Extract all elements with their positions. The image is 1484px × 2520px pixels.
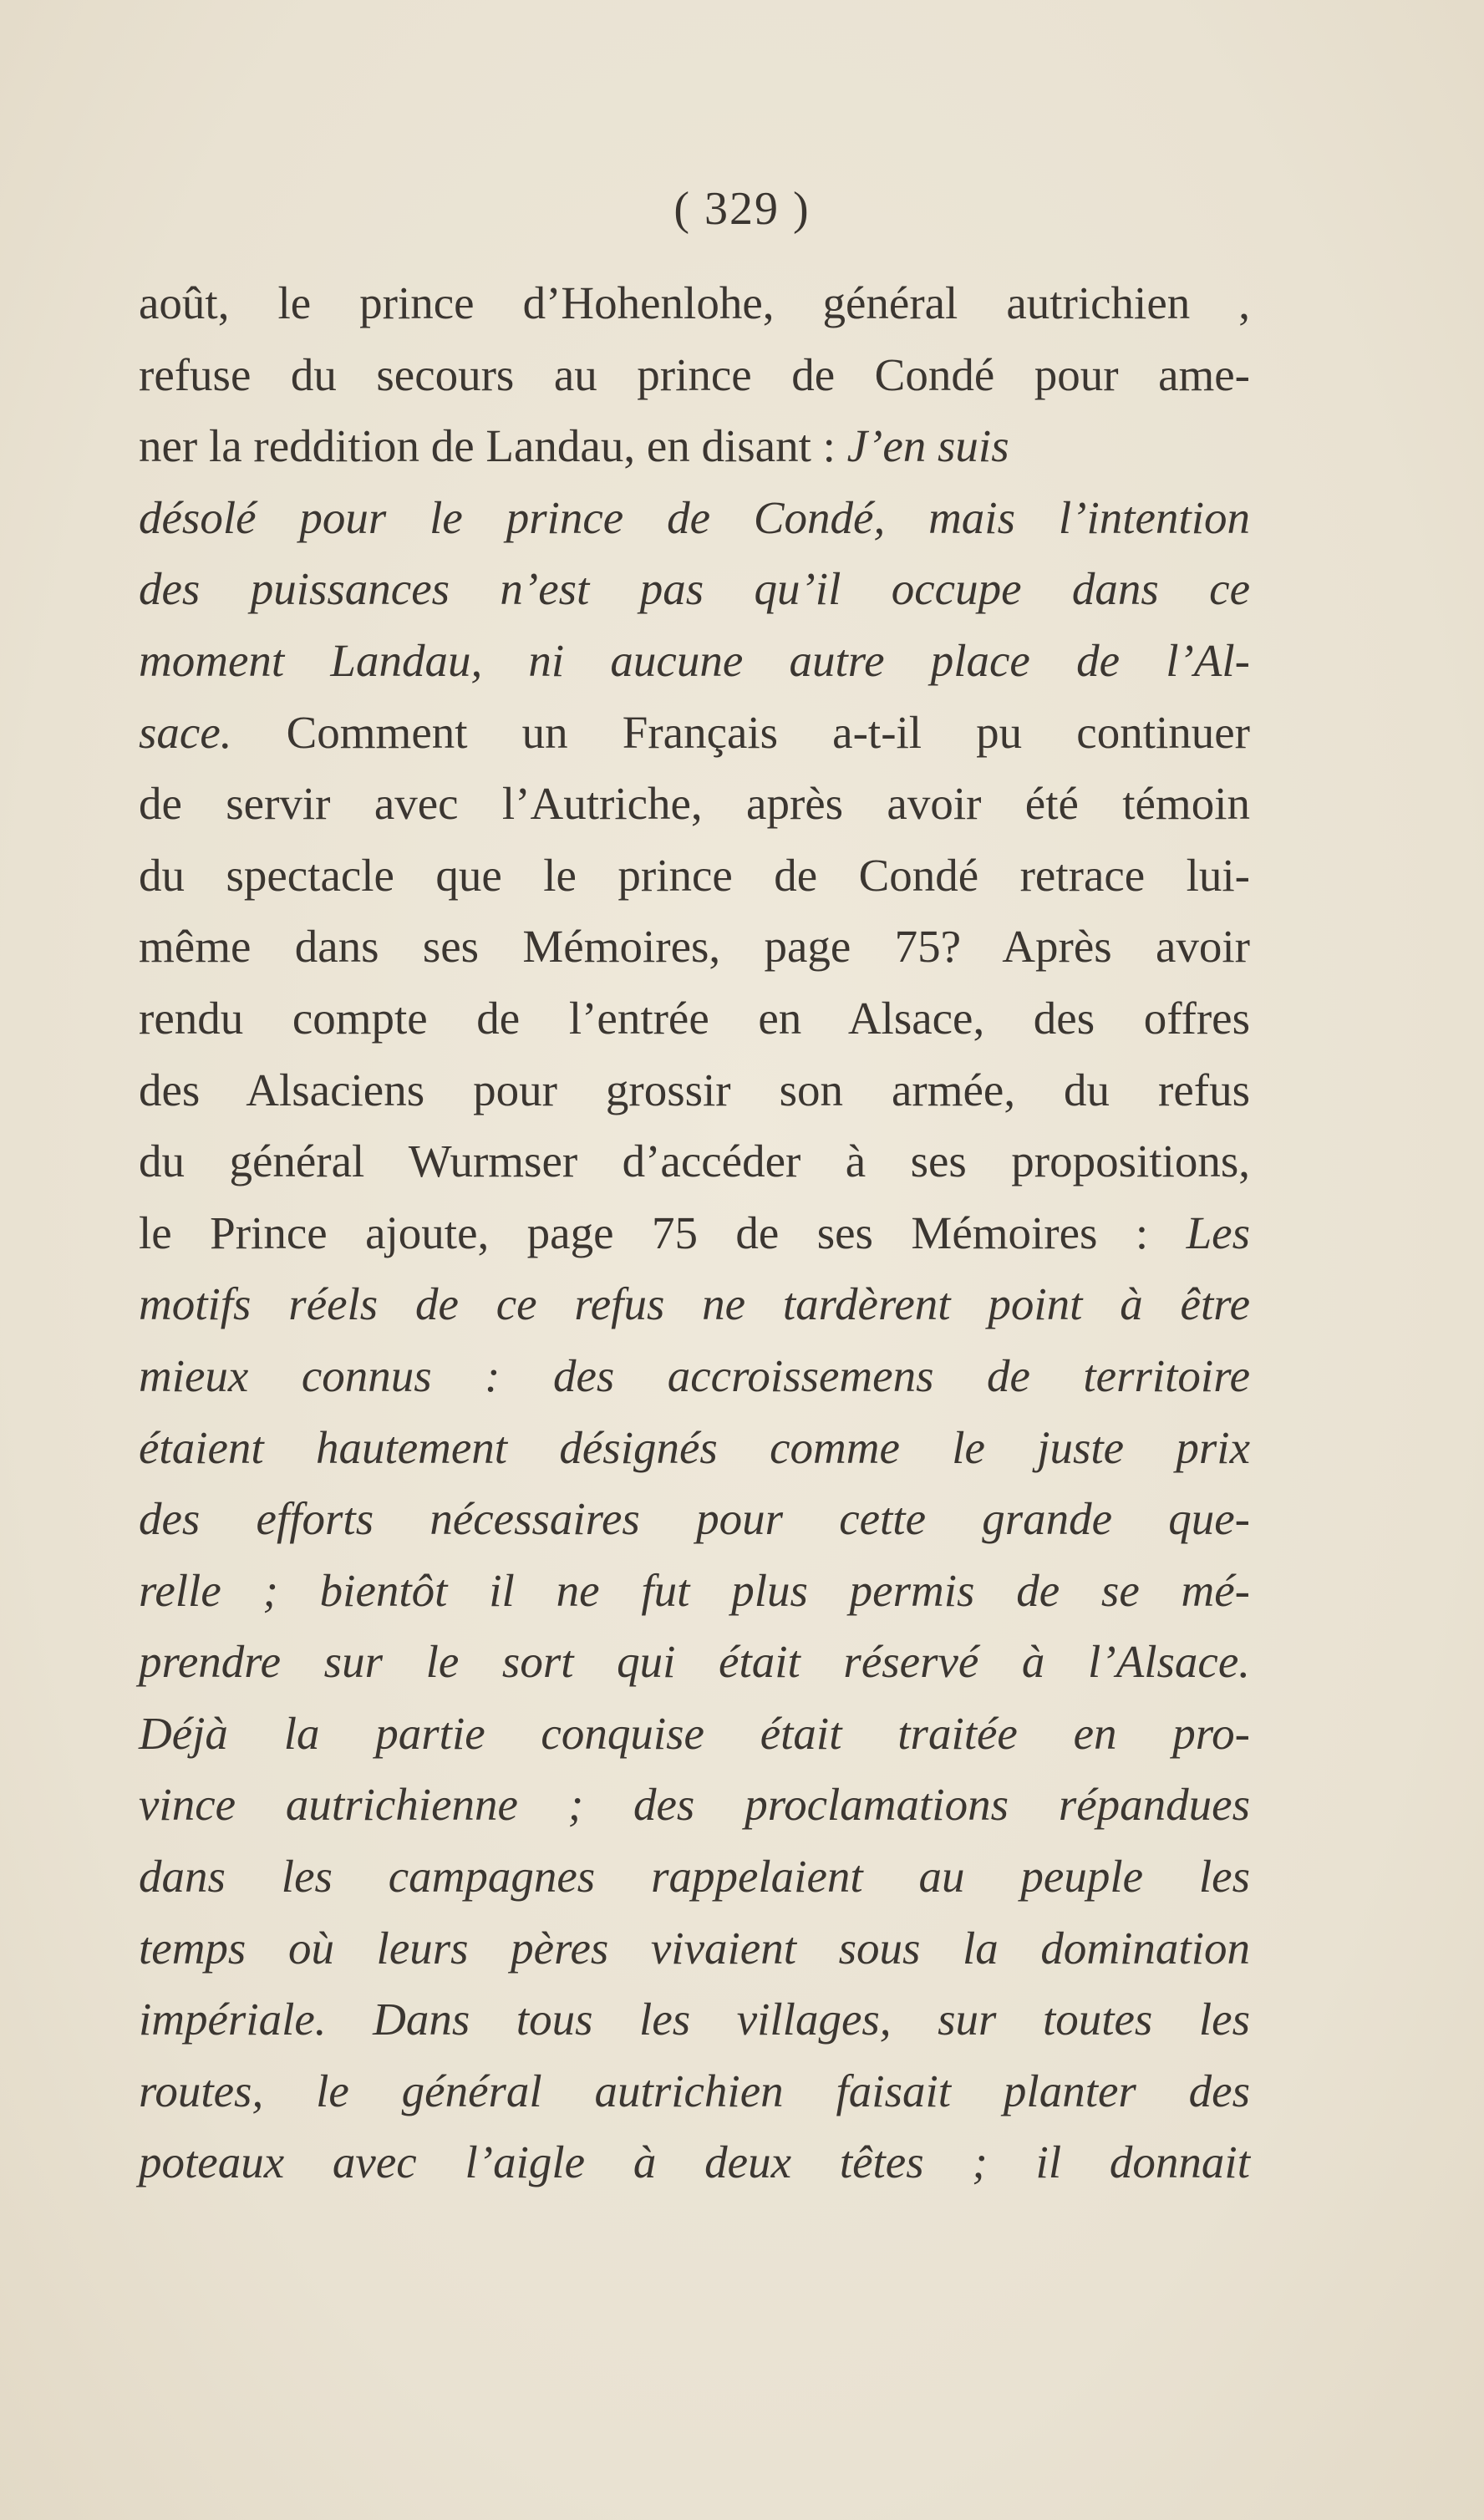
italic-segment: désolé pour le prince de Condé, mais l’intention — [139, 491, 1250, 543]
italic-segment: mieux connus : des accroissemens de territoire — [139, 1349, 1250, 1401]
italic-segment: Les — [1186, 1207, 1250, 1258]
text-line — [139, 1913, 1250, 1984]
text-line — [139, 1340, 1250, 1412]
text-line — [139, 553, 1250, 625]
roman-segment: Comment un Français a-t-il pu continuer — [231, 706, 1250, 758]
italic-segment: des efforts nécessaires pour cette grande que- — [139, 1493, 1250, 1545]
text-line — [139, 2126, 1250, 2198]
text-line — [139, 840, 1250, 912]
text-line — [139, 1769, 1250, 1841]
text-line — [139, 983, 1250, 1054]
text-line — [139, 1555, 1250, 1627]
roman-segment: rendu compte de l’entrée en Alsace, des offres — [139, 992, 1250, 1044]
text-line — [139, 1125, 1250, 1197]
roman-segment: du général Wurmser d’accéder à ses propositions, — [139, 1136, 1250, 1187]
text-line — [139, 410, 1250, 482]
italic-segment: impériale. Dans tous les villages, sur toutes les — [139, 1994, 1250, 2045]
text-line — [139, 1698, 1250, 1770]
italic-segment: Déjà la partie conquise était traitée en pro- — [139, 1707, 1250, 1759]
roman-segment: août, le prince d’Hohenlohe, général autrichien , — [139, 277, 1250, 328]
text-line — [139, 625, 1250, 697]
italic-segment: étaient hautement désignés comme le juste prix — [139, 1421, 1250, 1473]
text-line — [139, 911, 1250, 983]
text-line — [139, 1054, 1250, 1126]
text-line — [139, 1268, 1250, 1340]
italic-segment: J’en suis — [846, 420, 1009, 472]
text-line — [139, 1626, 1250, 1698]
text-line — [139, 1483, 1250, 1555]
text-line — [139, 768, 1250, 840]
text-line — [139, 1841, 1250, 1913]
page-number: ( 329 ) — [673, 183, 811, 235]
text-line — [139, 1412, 1250, 1484]
italic-segment: vince autrichienne ; des proclamations répandues — [139, 1779, 1250, 1831]
roman-segment: même dans ses Mémoires, page 75? Après avoir — [139, 921, 1250, 973]
italic-segment: motifs réels de ce refus ne tardèrent point à être — [139, 1278, 1250, 1330]
text-line — [139, 2055, 1250, 2127]
text-line — [139, 339, 1250, 411]
text-line — [139, 1197, 1250, 1269]
italic-segment: sace. — [139, 706, 232, 758]
roman-segment: ner la reddition de Landau, en disant : — [139, 420, 847, 472]
italic-segment: moment Landau, ni aucune autre place de l’Al- — [139, 634, 1250, 686]
italic-segment: dans les campagnes rappelaient au peuple les — [139, 1851, 1250, 1903]
italic-segment: prendre sur le sort qui était réservé à l’Alsace. — [139, 1636, 1250, 1688]
roman-segment: le Prince ajoute, page 75 de ses Mémoires : — [139, 1207, 1187, 1258]
italic-segment: routes, le général autrichien faisait planter des — [139, 2065, 1250, 2116]
roman-segment: de servir avec l’Autriche, après avoir été témoin — [139, 778, 1250, 830]
italic-segment: relle ; bientôt il ne fut plus permis de se mé- — [139, 1564, 1250, 1616]
body-text — [139, 267, 1250, 2198]
roman-segment: refuse du secours au prince de Condé pour ame- — [139, 348, 1250, 400]
text-line — [139, 1984, 1250, 2055]
text-line — [139, 482, 1250, 554]
text-line — [139, 697, 1250, 769]
italic-segment: poteaux avec l’aigle à deux têtes ; il donnait — [139, 2136, 1250, 2188]
text-line — [139, 267, 1250, 339]
italic-segment: temps où leurs pères vivaient sous la domination — [139, 1922, 1250, 1974]
roman-segment: des Alsaciens pour grossir son armée, du refus — [139, 1064, 1250, 1115]
roman-segment: du spectacle que le prince de Condé retrace lui- — [139, 849, 1250, 901]
italic-segment: des puissances n’est pas qu’il occupe dans ce — [139, 563, 1250, 615]
